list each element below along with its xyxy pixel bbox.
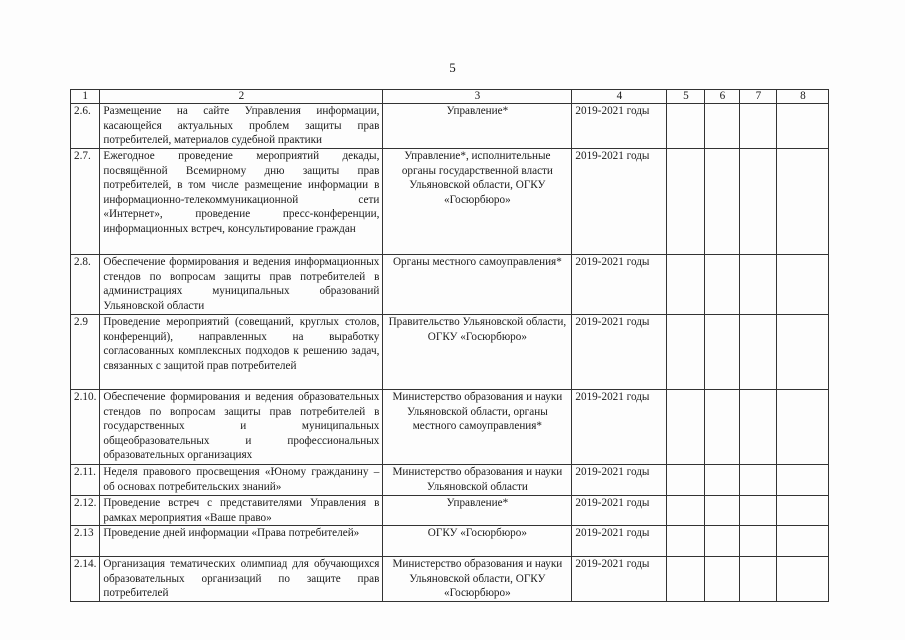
empty-cell <box>777 390 829 465</box>
column-header: 2 <box>100 90 383 104</box>
item-description: Ежегодное проведение мероприятий декады, посвящённой Всемирному дню защиты прав потребителей, в том числе размещение информации в информационно-телекоммуникационной сети «Интернет», проведение пресс-конференции, информационных встреч, консультирование граждан <box>100 149 383 255</box>
empty-cell <box>667 315 705 390</box>
empty-cell <box>777 255 829 315</box>
empty-cell <box>740 255 777 315</box>
page-number: 5 <box>449 60 456 75</box>
activity-plan-table <box>70 89 829 602</box>
item-description: Проведение мероприятий (совещаний, круглых столов, конференций), направленных на выработку согласованных комплексных подходов к решению задач, связанных с защитой прав потребителей <box>100 315 383 390</box>
empty-cell <box>777 104 829 149</box>
table-row <box>71 526 829 557</box>
empty-cell <box>705 255 740 315</box>
table-row <box>71 465 829 496</box>
empty-cell <box>777 465 829 496</box>
empty-cell <box>667 557 705 602</box>
empty-cell <box>740 315 777 390</box>
item-number: 2.12. <box>71 496 100 526</box>
item-responsible: Управление*, исполнительные органы государственной власти Ульяновской области, ОГКУ «Госюрбюро» <box>383 149 572 255</box>
empty-cell <box>777 526 829 557</box>
empty-cell <box>777 496 829 526</box>
column-header: 1 <box>71 90 100 104</box>
item-number: 2.10. <box>71 390 100 465</box>
item-number: 2.13 <box>71 526 100 557</box>
table-header-row <box>71 90 829 104</box>
empty-cell <box>667 149 705 255</box>
empty-cell <box>667 104 705 149</box>
item-number: 2.8. <box>71 255 100 315</box>
item-responsible: Министерство образования и науки Ульяновской области, органы местного самоуправления* <box>383 390 572 465</box>
table-row <box>71 255 829 315</box>
item-description: Проведение встреч с представителями Управления в рамках мероприятия «Ваше право» <box>100 496 383 526</box>
column-header: 4 <box>572 90 667 104</box>
table-row <box>71 315 829 390</box>
table-row <box>71 390 829 465</box>
empty-cell <box>740 496 777 526</box>
empty-cell <box>777 315 829 390</box>
item-number: 2.14. <box>71 557 100 602</box>
empty-cell <box>705 526 740 557</box>
empty-cell <box>777 557 829 602</box>
item-term: 2019-2021 годы <box>572 390 667 465</box>
empty-cell <box>667 526 705 557</box>
item-term: 2019-2021 годы <box>572 526 667 557</box>
item-number: 2.11. <box>71 465 100 496</box>
item-term: 2019-2021 годы <box>572 149 667 255</box>
table-row <box>71 149 829 255</box>
item-responsible: Органы местного самоуправления* <box>383 255 572 315</box>
empty-cell <box>740 526 777 557</box>
empty-cell <box>740 557 777 602</box>
item-responsible: Министерство образования и науки Ульяновской области, ОГКУ «Госюрбюро» <box>383 557 572 602</box>
empty-cell <box>705 104 740 149</box>
column-header: 8 <box>777 90 829 104</box>
empty-cell <box>777 149 829 255</box>
item-responsible: ОГКУ «Госюрбюро» <box>383 526 572 557</box>
table-row <box>71 557 829 602</box>
item-term: 2019-2021 годы <box>572 557 667 602</box>
empty-cell <box>705 315 740 390</box>
empty-cell <box>740 390 777 465</box>
empty-cell <box>667 255 705 315</box>
item-term: 2019-2021 годы <box>572 315 667 390</box>
table-row <box>71 104 829 149</box>
item-term: 2019-2021 годы <box>572 104 667 149</box>
item-description: Обеспечение формирования и ведения информационных стендов по вопросам защиты прав потребителей в администрациях муниципальных образований Ульяновской области <box>100 255 383 315</box>
column-header: 7 <box>740 90 777 104</box>
empty-cell <box>705 557 740 602</box>
item-number: 2.9 <box>71 315 100 390</box>
item-description: Размещение на сайте Управления информации, касающейся актуальных проблем защиты прав потребителей, материалов судебной практики <box>100 104 383 149</box>
item-responsible: Министерство образования и науки Ульяновской области <box>383 465 572 496</box>
item-responsible: Управление* <box>383 496 572 526</box>
empty-cell <box>667 496 705 526</box>
item-description: Организация тематических олимпиад для обучающихся образовательных организаций по защите прав потребителей <box>100 557 383 602</box>
column-header: 5 <box>667 90 705 104</box>
item-responsible: Управление* <box>383 104 572 149</box>
item-term: 2019-2021 годы <box>572 465 667 496</box>
empty-cell <box>705 465 740 496</box>
empty-cell <box>740 104 777 149</box>
column-header: 3 <box>383 90 572 104</box>
item-number: 2.6. <box>71 104 100 149</box>
empty-cell <box>705 390 740 465</box>
item-number: 2.7. <box>71 149 100 255</box>
table-row <box>71 496 829 526</box>
empty-cell <box>705 496 740 526</box>
empty-cell <box>740 149 777 255</box>
item-description: Обеспечение формирования и ведения образовательных стендов по вопросам защиты прав потребителей в государственных и муниципальных общеобразовательных и профессиональных образовательных организациях <box>100 390 383 465</box>
item-description: Проведение дней информации «Права потребителей» <box>100 526 383 557</box>
column-header: 6 <box>705 90 740 104</box>
item-description: Неделя правового просвещения «Юному гражданину – об основах потребительских знаний» <box>100 465 383 496</box>
item-term: 2019-2021 годы <box>572 255 667 315</box>
empty-cell <box>667 465 705 496</box>
empty-cell <box>705 149 740 255</box>
item-responsible: Правительство Ульяновской области, ОГКУ «Госюрбюро» <box>383 315 572 390</box>
empty-cell <box>740 465 777 496</box>
item-term: 2019-2021 годы <box>572 496 667 526</box>
empty-cell <box>667 390 705 465</box>
